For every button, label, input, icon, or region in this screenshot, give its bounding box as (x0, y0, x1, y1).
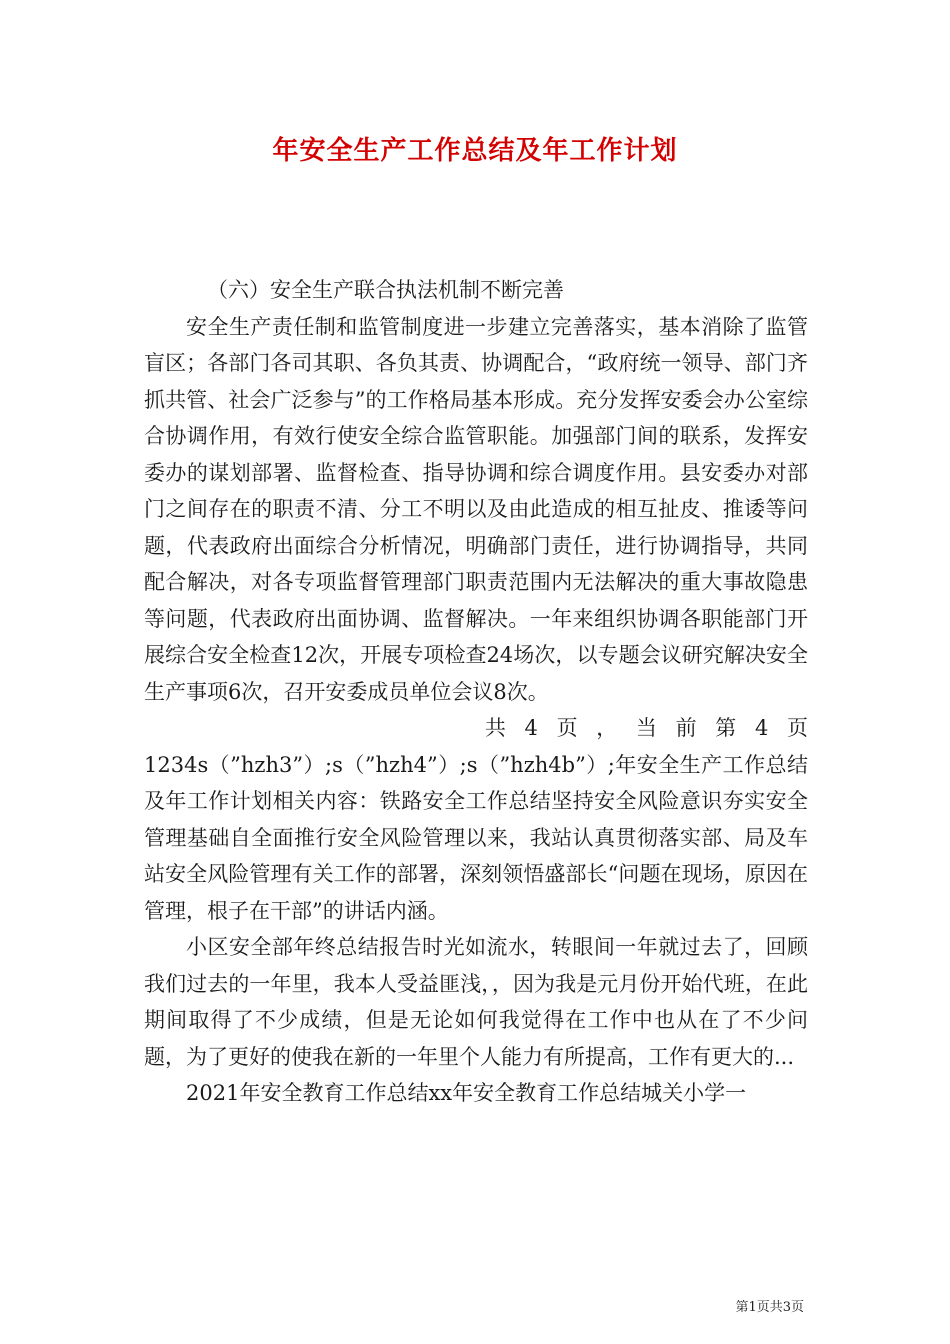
page-footer: 第1页共3页 (735, 1300, 804, 1315)
paragraph: 1234s（”hzh3”）;s（”hzh4”）;s（”hzh4b”）;年安全生产工作总结及年工作计划相关内容：铁路安全工作总结坚持安全风险意识夯实安全管理基础自全面推行安全风险管理以来，我站认真贯彻落实部、局及车站安全风险管理有关工作的部署，深刻领悟盛部长“问题在现场，原因在管理，根子在干部”的讲话内涵。 (144, 752, 808, 923)
section-heading: （六）安全生产联合执法机制不断完善 (207, 278, 564, 302)
paragraph: 小区安全部年终总结报告时光如流水，转眼间一年就过去了，回顾我们过去的一年里，我本人受益匪浅，，因为我是元月份开始代班，在此期间取得了不少成绩，但是无论如何我觉得在工作中也从在了不少问题，为了更好的使我在新的一年里个人能力有所提高，工作有更大的... (144, 935, 808, 1069)
paragraph: 2021年安全教育工作总结xx年安全教育工作总结城关小学一 (186, 1081, 747, 1105)
document-body (144, 272, 808, 1112)
page-count-line: 共 4 页 ， 当 前 第 4 页 (484, 716, 808, 740)
document-title: 年安全生产工作总结及年工作计划 (272, 136, 678, 166)
paragraph: 安全生产责任制和监管制度进一步建立完善落实，基本消除了监管盲区；各部门各司其职、各负其责、协调配合，“政府统一领导、部门齐抓共管、社会广泛参与”的工作格局基本形成。充分发挥安委会办公室综合协调作用，有效行使安全综合监管职能。加强部门间的联系，发挥安委办的谋划部署、监督检查、指导协调和综合调度作用。县安委办对部门之间存在的职责不清、分工不明以及由此造成的相互扯皮、推诿等问题，代表政府出面综合分析情况，明确部门责任，进行协调指导，共同配合解决，对各专项监督管理部门职责范围内无法解决的重大事故隐患等问题，代表政府出面协调、监督解决。一年来组织协调各职能部门开展综合安全检查12次，开展专项检查24场次，以专题会议研究解决安全生产事项6次，召开安委成员单位会议8次。 (144, 314, 808, 704)
